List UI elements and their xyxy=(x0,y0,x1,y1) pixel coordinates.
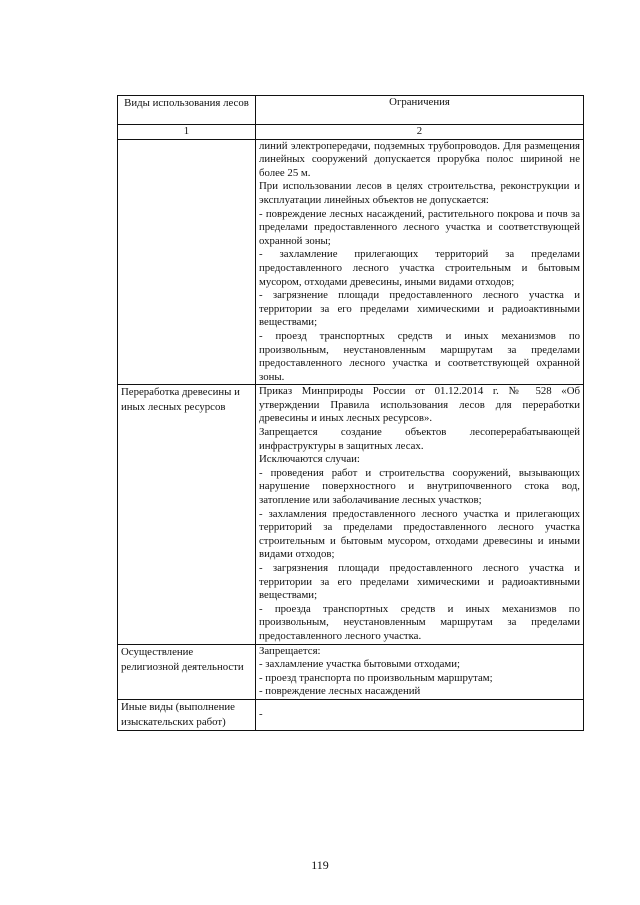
paragraph: При использовании лесов в целях строительства, реконструкции и эксплуатации линейных объектов не допускается: xyxy=(259,180,580,206)
paragraph: Приказ Минприроды России от 01.12.2014 г. № 528 «Об утверждении Правила использования лесов для переработки древесины и иных лесных ресурсов». xyxy=(259,385,580,425)
header-restrictions: Ограничения xyxy=(256,96,584,125)
paragraph: - захламления предоставленного лесного участка и прилегающих территорий за пределами предоставленного лесного участка строительным и бытовым мусором, отходами древесины и иными видами отходов; xyxy=(259,507,580,561)
table-header-row xyxy=(118,96,584,125)
paragraph: - проезд транспорта по произвольным маршрутам; xyxy=(259,671,493,684)
row-kind-cell xyxy=(118,139,256,385)
page-number: 119 xyxy=(311,858,329,872)
column-number-row xyxy=(118,125,584,140)
table-row xyxy=(118,385,584,644)
table-row xyxy=(118,139,584,385)
paragraph: - повреждение лесных насаждений, растительного покрова и почв за пределами предоставленного лесного участка и соответствующей охранной зоны; xyxy=(259,207,580,247)
column-number-2: 2 xyxy=(256,125,584,140)
table-row xyxy=(118,644,584,699)
paragraph: - повреждение лесных насаждений xyxy=(259,685,421,698)
paragraph: Запрещается: xyxy=(259,644,321,657)
paragraph: - проезда транспортных средств и иных механизмов по произвольным, неустановленным маршрутам за пределами предоставленного лесного участка. xyxy=(259,602,580,642)
row-kind-cell xyxy=(118,385,256,644)
paragraph: - захламление участка бытовыми отходами; xyxy=(259,658,461,671)
paragraph: линий электропередачи, подземных трубопроводов. Для размещения линейных сооружений допускается прорубка полос шириной не более 25 м. xyxy=(259,139,580,179)
paragraph: - проезд транспортных средств и иных механизмов по произвольным, неустановленным маршрутам за пределами предоставленного лесного участка и соответствующей охранной зоны. xyxy=(259,329,580,383)
row-kind-cell xyxy=(118,699,256,730)
restrictions-table xyxy=(117,95,584,731)
table-row xyxy=(118,699,584,730)
row-kind-label: Переработка древесины и иных лесных ресурсов xyxy=(121,386,240,414)
row-restrictions-cell xyxy=(256,385,584,644)
row-kind-label: Осуществление религиозной деятельности xyxy=(121,645,244,673)
paragraph: - загрязнение площади предоставленного лесного участка и территории за его пределами химическими и радиоактивными веществами; xyxy=(259,289,580,329)
paragraph: Запрещается создание объектов лесоперерабатывающей инфраструктуры в защитных лесах. xyxy=(259,426,580,452)
paragraph: Исключаются случаи: xyxy=(259,453,360,466)
row-restrictions-cell: - xyxy=(256,699,584,730)
row-kind-cell xyxy=(118,644,256,699)
paragraph: - загрязнения площади предоставленного лесного участка и территории за его пределами химическими и радиоактивными веществами; xyxy=(259,562,580,602)
row-restrictions-cell xyxy=(256,139,584,385)
column-number-1: 1 xyxy=(118,125,256,140)
header-forest-use-types: Виды использования лесов xyxy=(118,96,256,125)
paragraph: - захламление прилегающих территорий за пределами предоставленного лесного участка строительным и бытовым мусором, отходами древесины, иными видами отходов; xyxy=(259,248,580,288)
paragraph: - проведения работ и строительства сооружений, вызывающих нарушение поверхностного и внутрипочвенного стока вод, затопление или заболачивание лесных участков; xyxy=(259,466,580,507)
row-kind-label: Иные виды (выполнение изыскательских работ) xyxy=(121,700,235,728)
row-restrictions-cell xyxy=(256,644,584,699)
